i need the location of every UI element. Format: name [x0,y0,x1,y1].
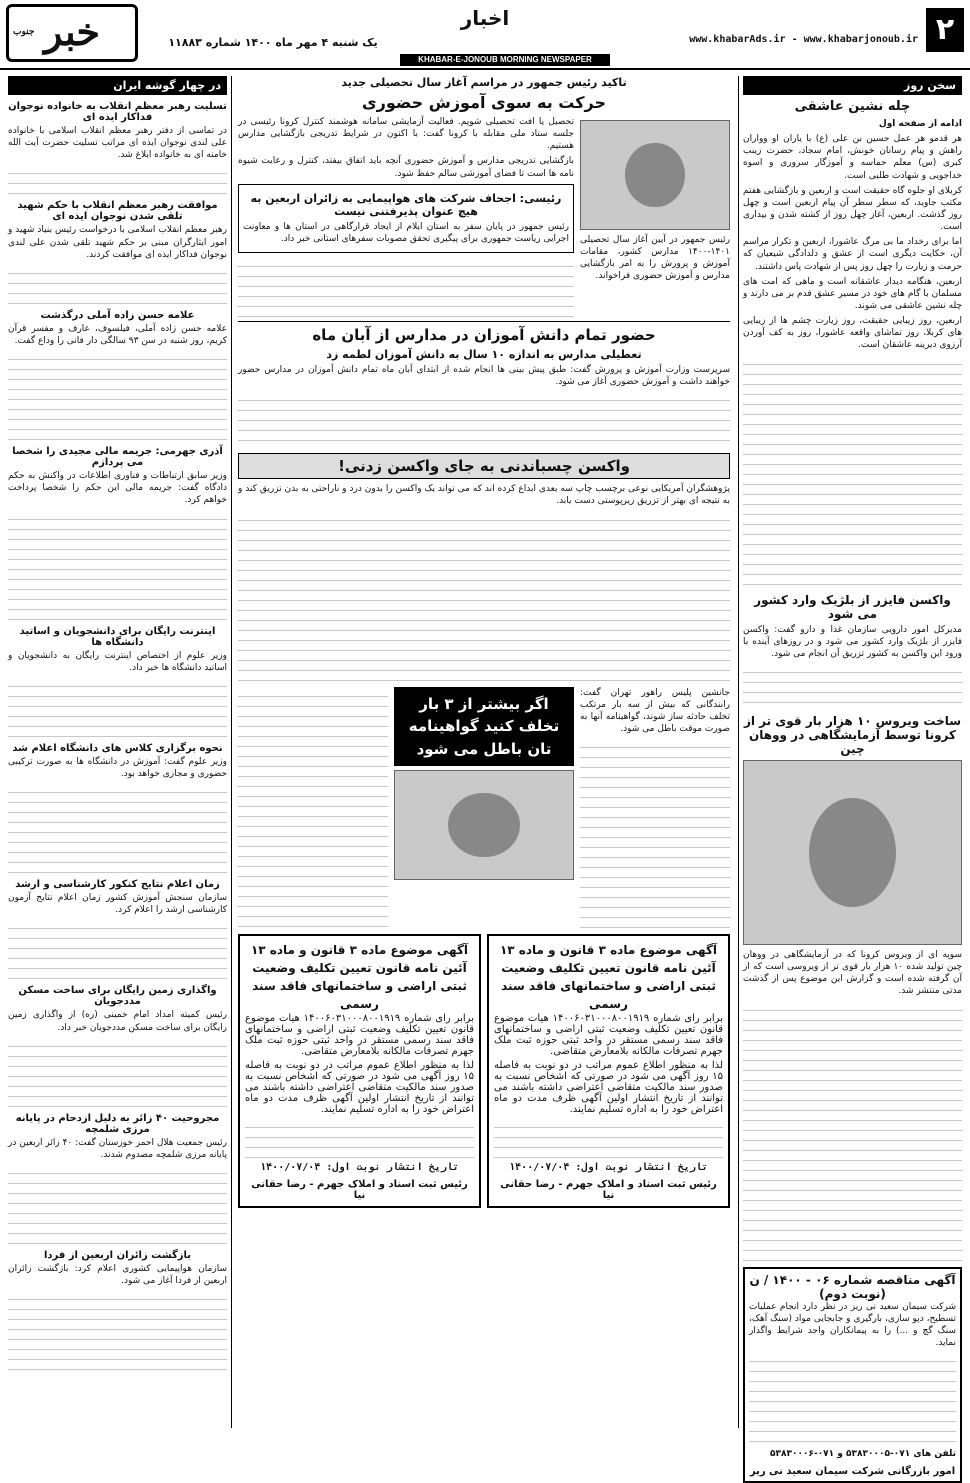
brief-headline: علامه حسن زاده آملی درگذشت [40,309,195,321]
news-text-block [743,663,962,711]
brief-text-block [8,1037,227,1107]
column-kicker: سخن روز [743,76,962,95]
notice-date: تاریخ انتشار نوبت اول: ۱۴۰۰/۰۷/۰۴ [260,1162,459,1174]
inner-body: رئیس جمهور در پایان سفر به استان ایلام از ایجاد قرارگاهی در استان ها و معاونت اجرایی ریاست جمهوری برای پیگیری تحقق مصوبات سفرهای استانی خبر داد. [243,221,569,244]
tender-contact: تلفن های ۰۷۱-۵۳۸۳۰۰۰۵ و ۰۷۱-۵۳۸۳۰۰۰۶ [769,1449,956,1460]
brief-headline: آذری جهرمی: جریمه مالی مجیدی را شخصا می پردازم [12,446,223,469]
brief-headline: تسلیت رهبر معظم انقلاب به خانواده نوجوان فداکار ایذه ای [8,101,227,123]
middle-column [234,76,734,1428]
page-header [0,0,970,70]
brief-text-block [8,164,227,194]
traffic-visual [394,687,574,929]
brief-body: در تماسی از دفتر رهبر معظم انقلاب اسلامی با خانواده علی لندی نوجوان ایذه ای مراتب تسلیت حضرت آیت الله خامنه ای به خانواده ابلاغ شد. [8,126,227,161]
website-urls: www.khabarAds.ir - www.khabarjonoub.ir [689,34,918,45]
brief-text-block [8,783,227,873]
news-text-block [743,1001,962,1263]
news-body: مدیرکل امور دارویی سازمان غذا و دارو گفت: واکسن فایزر از بلژیک وارد کشور می شود و در روزهای آینده با ورود این واکسن به کشور تزریق آن انجام می شود. [743,624,962,659]
lab-photo [743,760,962,945]
news-body: سوپه ای از ویروس کرونا که در آزمایشگاهی در ووهان چین تولید شده ۱۰ هزار بار قوی تر از ویروسی است که از آن گرفته شده است و گزارش این موضوع پس از گذشت مدتی منتشر شد. [743,949,962,997]
brief-body: سازمان سنجش آموزش کشور زمان اعلام نتایج آزمون کارشناسی ارشد را اعلام کرد. [8,893,227,916]
lead-body: بازگشایی تدریجی مدارس و آموزش حضوری آنچه باید اتفاق بیفتد، کنترل و رعایت شیوه نامه ها است تا فضای آموزشی سالم حفظ شود. [238,156,574,179]
lead-body: رئیس جمهور در آیین آغاز سال تحصیلی ۱۴۰۱-۱۴۰۰ مدارس کشور، مقامات آموزش و پرورش را به امر بازگشایی مدارس و آموزش حضوری فراخواند. [580,235,730,282]
inner-headline: رئیسی: اجحاف شرکت های هواپیمایی به زائران اربعین به هیچ عنوان پذیرفتنی نیست [250,191,562,218]
right-column [738,76,966,1478]
president-photo [580,120,730,230]
brief-body: وزیر علوم گفت: آموزش در دانشگاه ها به صورت ترکیبی حضوری و مجازی خواهد بود. [8,756,227,779]
traffic-text-continued [238,687,388,929]
brief-text-block [8,264,227,304]
brief-headline: واگذاری زمین رایگان برای ساخت مسکن مددجویان [18,985,217,1008]
school-text-block [238,391,730,449]
brief-body: علامه حسن زاده آملی، فیلسوف، عارف و مفسر قرآن کریم، روز شنبه در سن ۹۳ سالگی دار فانی را وداع گفت. [8,323,227,346]
car-dashboard-photo [394,770,574,880]
logo-subtext: جنوب [13,27,35,37]
notice-signature: رئیس ثبت اسناد و املاک جهرم - رضا حقانی نیا [500,1179,717,1202]
left-column [4,76,232,1428]
editorial-paragraph: هر قدمو هر عمل حسین بن علی (ع) با یاران او وواران راهش و پیام رسانان خونش، امام سجاد، حضرت زینب کبری (س) معلم حماسه و آموزگار سروری و اسوه خداجویی و شهادت طلبی است. [743,134,962,181]
brief-headline: زمان اعلام نتایج کنکور کارشناسی و ارشد [15,879,220,891]
notice-date: تاریخ انتشار نوبت اول: ۱۴۰۰/۰۷/۰۴ [509,1162,708,1174]
notice-title: آگهی موضوع ماده ۳ قانون و ماده ۱۳ آئین نامه قانون تعیین تکلیف وضعیت ثبتی اراضی و ساختمانهای فاقد سند رسمی [499,943,718,1012]
legal-notice [238,934,481,1208]
notice-text-block [494,1118,723,1158]
brief-text-block [8,919,227,979]
brief-body: رئیس جمعیت هلال احمر خوزستان گفت: ۴۰ زائر اربعین در پایانه مرزی شلمچه مصدوم شدند. [8,1137,227,1160]
editorial-paragraph: اربعین، هنگامه دیدار عاشقانه است و ماهی که امت های مسلمان با گام های خود در مسیر عشق قدم بر می دارند و چله نشین عاشقی می شوند. [743,276,962,311]
school-subheadline: تعطیلی مدارس به اندازه ۱۰ سال به دانش آموزان لطمه زد [326,347,642,361]
tender-signature: امور بازرگانی شرکت سیمان سعید نی ریز [749,1466,956,1478]
brief-text-block [8,1290,227,1370]
english-banner: KHABAR-E-JONOUB MORNING NEWSPAPER [400,54,610,66]
vaccine-patch-text-block [238,511,730,681]
traffic-headline-box: اگر بیشتر از ۳ بار تخلف کنید گواهینامه تان باطل می شود [394,687,574,767]
tender-title: آگهی مناقصه شماره ۰۶ - ۱۴۰۰ / ن (نوبت دوم) [749,1272,956,1301]
notice-body: برابر رای شماره ۱۴۰۰۶۰۳۱۰۰۰۸۰۰۱۹۱۹ هیات موضوع قانون تعیین تکلیف وضعیت ثبتی اراضی و ساختمانهای فاقد سند رسمی مستقر در واحد ثبتی حوزه ثبت ملک جهرم تصرفات مالکانه بلامعارض متقاضی. [245,1013,474,1058]
traffic-body: جانشین پلیس راهور تهران گفت: رانندگانی که بیش از سه بار مرتکب تخلف حادثه ساز شوند، گواهینامه آنها به صورت موقت باطل می شود. [580,687,730,734]
editorial-paragraph: اما برای رخداد ما بی مرگ عاشورا، اربعین و تکرار مراسم آن، حکایت دیگری است از عشق و دلدادگی شیعیان که حرمت و زیارت را چهل روز پس از شهادت پاس داشتند. [743,237,962,272]
section-title: اخبار [460,6,510,30]
notice-body: لذا به منظور اطلاع عموم مراتب در دو نوبت به فاصله ۱۵ روز آگهی می شود در صورتی که اشخاص نسبت به صدور سند مالکیت متقاضی اعتراضی داشته باشند می توانند از تاریخ انتشار اولین آگهی ظرف مدت دو ماه اعتراض خود را به اداره تسلیم نمایند. [245,1060,474,1116]
vaccine-patch-headline: واکسن چسباندنی به جای واکسن زدنی! [238,453,730,479]
lead-kicker: تاکید رئیس جمهور در مراسم آغاز سال تحصیلی جدید [341,76,627,89]
legal-notices [238,934,730,1208]
brief-body: رئیس کمیته امداد امام خمینی (ره) از واگذاری زمین رایگان برای ساخت مسکن مددجویان خبر داد. [8,1010,227,1033]
newspaper-logo [6,4,138,62]
logo-text: خبر [44,9,100,54]
tender-ad [743,1267,962,1483]
traffic-text-block [238,687,388,927]
brief-headline: بازگشت زائران اربعین از فردا [43,1249,192,1261]
editorial-paragraph: کربلای او جلوه گاه حقیقت است و اربعین و بازگشایی هفتم مکتب جاوید، که سطر سطر آن پیام اربعین است و چهل روز گذشت. اربعین، آغاز چهل روز از کشته شدن و بیداری است. [743,185,962,233]
lead-photo-block [580,116,730,317]
school-body: سرپرست وزارت آموزش و پرورش گفت: طبق پیش بینی ها انجام شده از ابتدای آبان ماه تمام دانش آموزان در مدارس حضور خواهند داشت و آموزش حضوری آغاز می شود. [238,364,730,388]
tender-text-block [749,1352,956,1448]
editorial-paragraph: اربعین، روز زیبایی حقیقت، روز زیارت چشم ها از زیبایی های کربلا، روز تماشای واقعه عاشورا، روز به کف آوردن آرزوی دیرینه عاشقان است. [743,316,962,351]
brief-text-block [8,510,227,620]
news-headline: ساخت ویروس ۱۰ هزار بار قوی تر از کرونا توسط آزمایشگاهی در ووهان چین [743,713,962,756]
lead-body: تحصیل یا افت تحصیلی شویم. فعالیت آزمایشی سامانه هوشمند کنترل کرونا رئیسی در جلسه ستاد ملی مقابله با کرونا گفت: با اکنون در شرایط تدریجی بازگشایی مدارس هستیم. [238,117,574,152]
vaccine-patch-body: پژوهشگران آمریکایی نوعی برچسب چاپ سه بعدی ابداع کرده اند که می تواند یک واکسن را بدون درد و ناراحتی به بدن تزریق کند و به نتیجه ای بهتر از تزریق زیرپوستی دست یابد. [238,484,730,507]
notice-body: لذا به منظور اطلاع عموم مراتب در دو نوبت به فاصله ۱۵ روز آگهی می شود در صورتی که اشخاص نسبت به صدور سند مالکیت متقاضی اعتراضی داشته باشند می توانند از تاریخ انتشار اولین آگهی ظرف مدت دو ماه اعتراض خود را به اداره تسلیم نمایند. [494,1060,723,1116]
traffic-story [238,687,730,929]
inner-story-box [238,184,574,253]
traffic-text [580,687,730,929]
notice-body: برابر رای شماره ۱۴۰۰۶۰۳۱۰۰۰۸۰۰۱۹۱۹ هیات موضوع قانون تعیین تکلیف وضعیت ثبتی اراضی و ساختمانهای فاقد سند رسمی مستقر در واحد ثبتی حوزه ثبت ملک جهرم تصرفات مالکانه بلامعارض متقاضی. [494,1013,723,1058]
editorial-lead: ادامه از صفحه اول [878,119,962,129]
editorial-title: چله نشین عاشقی [794,99,911,114]
brief-body: سازمان هواپیمایی کشوری اعلام کرد: بازگشت زائران اربعین از فردا آغاز می شود. [8,1263,227,1287]
page-number: ۲ [926,8,964,52]
brief-headline: اینترنت رایگان برای دانشجویان و اساتید دانشگاه ها [19,625,216,648]
column-kicker: در چهار گوشه ایران [8,76,227,95]
notice-signature: رئیس ثبت اسناد و املاک جهرم - رضا حقانی نیا [251,1179,468,1202]
school-headline: حضور تمام دانش آموزان در مدارس از آبان ماه [238,321,730,344]
legal-notice [487,934,730,1208]
brief-text-block [8,350,227,440]
brief-text-block [8,1164,227,1244]
lead-text-block [238,257,574,317]
brief-headline: مجروحیت ۴۰ زائر به دلیل ازدحام در پایانه مرزی شلمچه [15,1112,220,1135]
traffic-text-block [580,738,730,928]
issue-date: یک شنبه ۴ مهر ماه ۱۴۰۰ شماره ۱۱۸۸۳ [168,36,378,49]
brief-headline: نحوه برگزاری کلاس های دانشگاه اعلام شد [12,742,223,754]
news-headline: واکسن فایزر از بلژیک وارد کشور می شود [754,592,951,621]
notice-text-block [245,1118,474,1158]
brief-text-block [8,677,227,737]
brief-body: وزیر علوم از اختصاص اینترنت رایگان به دانشجویان و اساتید دانشگاه ها خبر داد. [8,650,227,673]
lead-text [238,116,574,317]
lead-headline: حرکت به سوی آموزش حضوری [361,93,607,112]
notice-title: آگهی موضوع ماده ۳ قانون و ماده ۱۳ آئین نامه قانون تعیین تکلیف وضعیت ثبتی اراضی و ساختمانهای فاقد سند رسمی [250,943,469,1012]
lead-story [238,116,730,317]
brief-headline: موافقت رهبر معظم انقلاب با حکم شهید تلقی شدن نوجوان ایذه ای [17,200,218,223]
brief-body: وزیر سابق ارتباطات و فناوری اطلاعات در واکنش به حکم دادگاه گفت: جریمه مالی این حکم را شخصا پرداخت خواهم کرد. [8,471,227,506]
tender-body: شرکت سیمان سعید نی ریز در نظر دارد انجام عملیات تسطیح، دپو سازی، بارگیری و جابجایی مواد (سنگ آهک، سنگ گچ و ...) را به پیمانکاران واجد شرایط واگذار نماید. [749,1301,956,1348]
brief-body: رهبر معظم انقلاب اسلامی با درخواست رئیس بنیاد شهید و امور ایثارگران مبنی بر حکم شهید تلقی شدن علی لندی نوجوان فداکار ایذه ای موافقت کردند. [8,225,227,260]
editorial-text-block [743,355,962,585]
